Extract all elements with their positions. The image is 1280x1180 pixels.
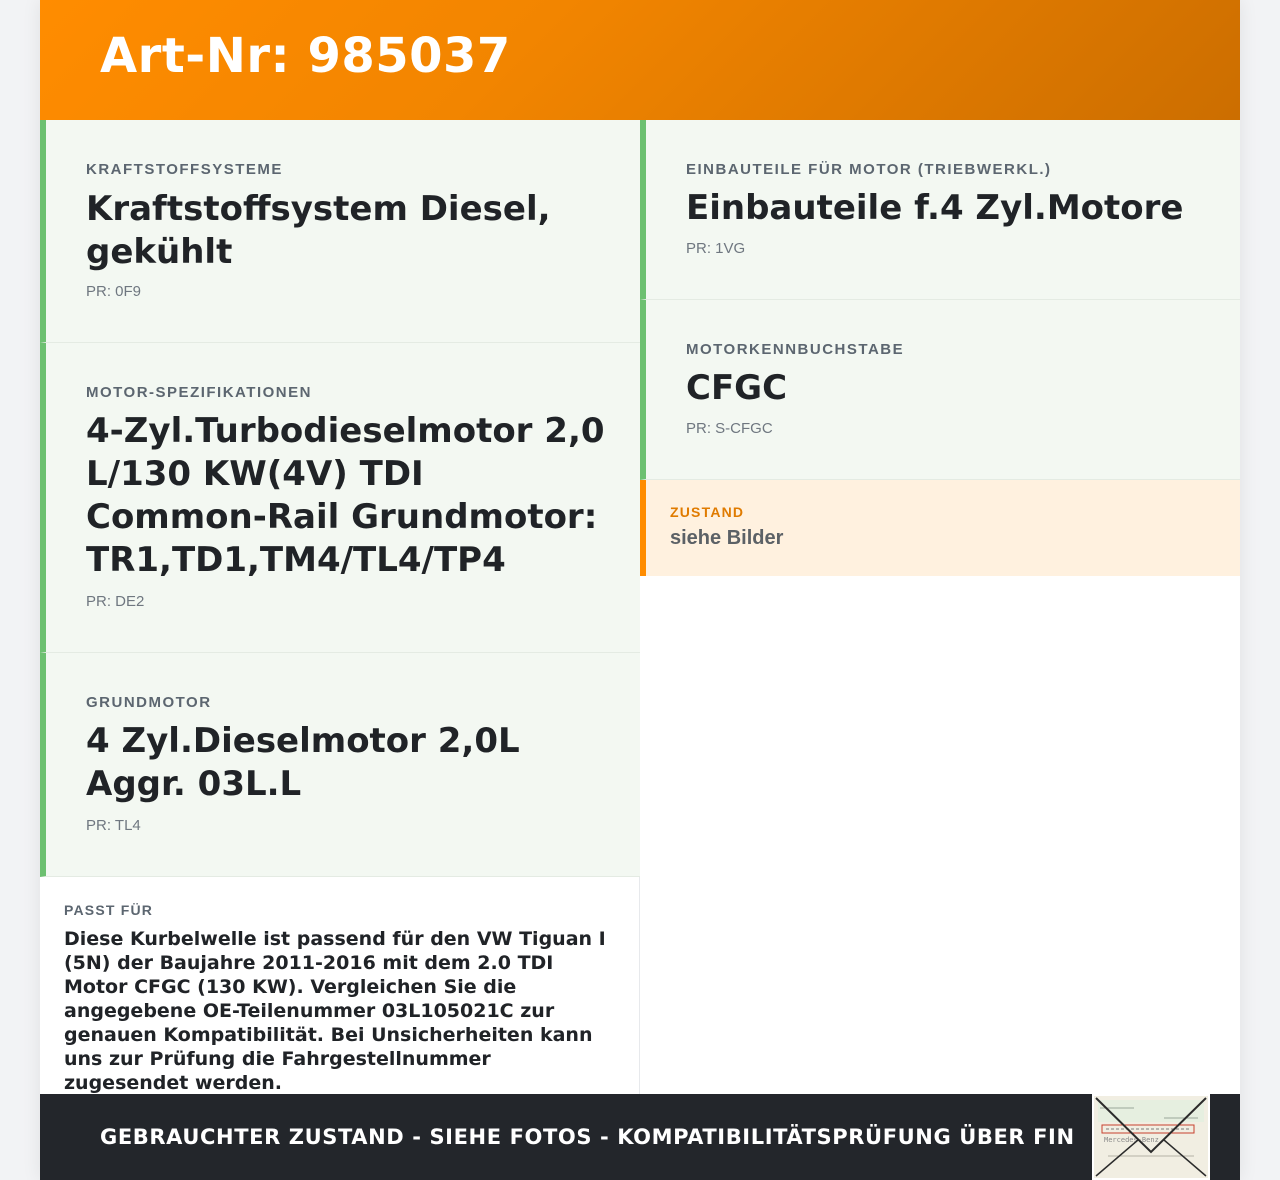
compatibility-label: PASST FÜR: [64, 902, 154, 918]
compatibility-text: Diese Kurbelwelle ist passend für den VW Tiguan I (5N) der Baujahre 2011-2016 mit dem 2.0 TDI Motor CFGC (130 KW). Vergleichen Sie die angegebene OE-Teilenummer 03L105021C zur genauen Kompatibilität. Bei Unsicherheiten kann uns zur Prüfung die Fahrgestellnummer zugesendet werden.: [64, 928, 606, 1094]
spec-card-motor: [40, 343, 640, 653]
spec-card-grundmotor: [40, 653, 640, 877]
spec-card-einbauteile: [640, 120, 1240, 300]
spec-value: Kraftstoffsystem Diesel, gekühlt: [86, 189, 551, 272]
spec-pr-code: PR: S-CFGC: [686, 420, 773, 437]
spec-pr-code: PR: 1VG: [686, 240, 746, 257]
thumbnail-caption: Mercedes-Benz: [1104, 1136, 1159, 1144]
condition-value: siehe Bilder: [670, 527, 784, 549]
spec-value: Einbauteile f.4 Zyl.Motore: [686, 188, 1184, 228]
left-column: [40, 120, 640, 1094]
spec-card-motorkennbuchstabe: [640, 300, 1240, 480]
right-column: [640, 120, 1240, 1094]
spec-label: MOTOR-SPEZIFIKATIONEN: [86, 384, 312, 401]
spec-value: 4 Zyl.Dieselmotor 2,0L Aggr. 03L.L: [86, 721, 520, 804]
spec-label: MOTORKENNBUCHSTABE: [686, 341, 905, 358]
spec-card-kraftstoff: [40, 120, 640, 343]
header-banner: [40, 0, 1240, 120]
spec-label: KRAFTSTOFFSYSTEME: [86, 161, 283, 178]
spec-pr-code: PR: 0F9: [86, 283, 142, 300]
compatibility-section: [40, 877, 639, 1094]
spec-pr-code: PR: DE2: [86, 593, 145, 610]
spec-label: GRUNDMOTOR: [86, 694, 212, 711]
spec-value: 4-Zyl.Turbodieselmotor 2,0 L/130 KW(4V) TDI Common-Rail Grundmotor: TR1,TD1,TM4/TL4/TP4: [86, 411, 605, 580]
document-thumbnail[interactable]: [1092, 1094, 1210, 1180]
footer-text: GEBRAUCHTER ZUSTAND - SIEHE FOTOS - KOMPATIBILITÄTSPRÜFUNG ÜBER FIN: [100, 1125, 1075, 1149]
footer-bar: [40, 1094, 1240, 1180]
condition-label: ZUSTAND: [670, 504, 745, 520]
vehicle-document-image: [1094, 1096, 1208, 1178]
spec-pr-code: PR: TL4: [86, 817, 141, 834]
product-card: [40, 0, 1240, 1180]
article-number-title: Art-Nr: 985037: [100, 28, 511, 84]
spec-value: CFGC: [686, 368, 788, 408]
condition-box: [640, 480, 1240, 576]
spec-label: EINBAUTEILE FÜR MOTOR (TRIEBWERKL.): [686, 161, 1052, 178]
